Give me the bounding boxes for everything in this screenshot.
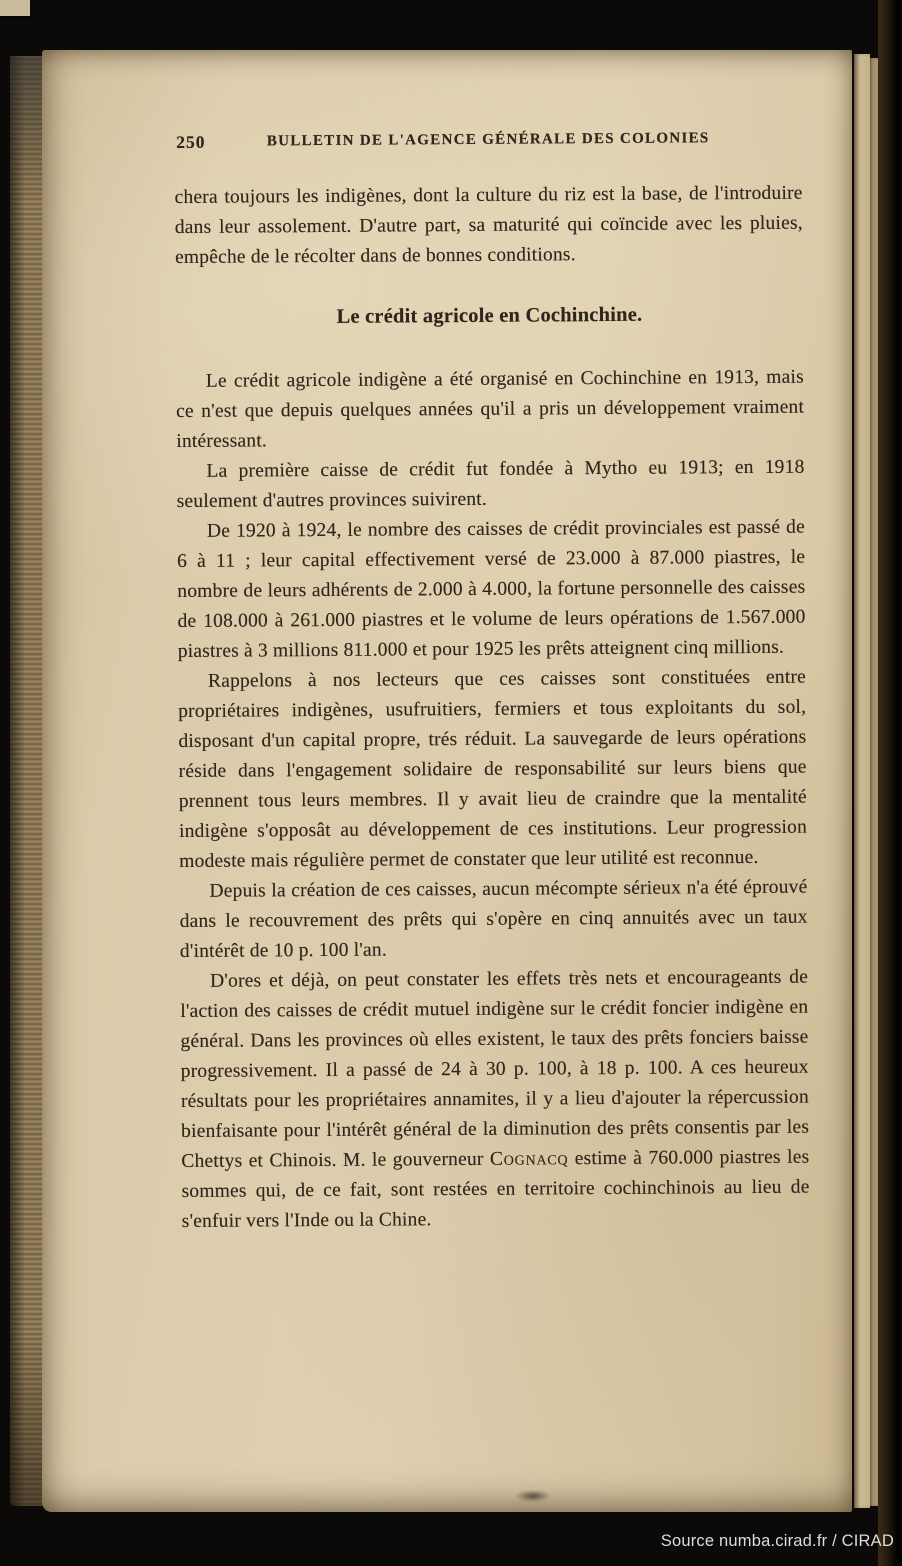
paragraph: Le crédit agricole indigène a été organisé en Cochinchine en 1913, mais ce n'est que depuis quelques années qu'il a pris un développement vraiment intéressant. <box>176 366 805 453</box>
final-paragraph-after: estime à 760.000 piastres les sommes qui, de ce fait, sont restées en territoire cochinchinois au lieu de s'enfuir vers l'Inde ou la Chine. <box>181 1146 810 1232</box>
paragraph: De 1920 à 1924, le nombre des caisses de crédit provinciales est passé de 6 à 11 ; leur capital effectivement versé de 23.000 à 87.000 piastres, le nombre de leurs adhérents de 2.000 à 4.000, la fortune personnelle des caisses de 108.000 à 261.000 piastres et le volume de leurs opérations de 1.567.000 piastres à 3 millions 811.000 et pour 1925 les prêts atteignent cinq millions. <box>177 516 806 663</box>
final-paragraph-before: D'ores et déjà, on peut constater les effets très nets et encourageants de l'action des caisses de crédit mutuel indigène sur le crédit foncier indigène en général. Dans les provinces où elles existent, le taux des prêts fonciers baisse progressivement. Il a passé de 24 à 30 p. 100, à 18 p. 100. A ces heureux résultats pour les propriétaires annamites, il y a lieu d'ajouter la répercussion bienfaisante pour l'intérêt général de la diminution des prêts consentis par les Chettys et Chinois. M. le gouverneur <box>180 966 810 1172</box>
next-page-edge-inner <box>870 58 878 1506</box>
page-corner-scrap <box>0 0 30 16</box>
paragraph-continuation: chera toujours les indigènes, dont la culture du riz est la base, de l'introduire dans leur assolement. D'autre part, sa maturité qui coïncide avec les pluies, empêche de le récolter dans de bonnes conditions. <box>174 182 803 269</box>
section-heading: Le crédit agricole en Cochinchine. <box>336 303 643 328</box>
page-number: 250 <box>176 131 206 152</box>
print-smudge <box>515 1490 551 1502</box>
running-title: BULLETIN DE L'AGENCE GÉNÉRALE DES COLONIES <box>266 130 710 150</box>
running-head <box>174 126 802 153</box>
next-page-edge <box>854 54 870 1508</box>
paragraph: La première caisse de crédit fut fondée à Mytho eu 1913; en 1918 seulement d'autres provinces suivirent. <box>176 456 805 513</box>
page-content <box>174 126 810 1237</box>
person-name: Cognacq <box>489 1148 569 1170</box>
paragraph: Depuis la création de ces caisses, aucun mécompte sérieux n'a été éprouvé dans le recouvrement des prêts qui s'opère en cinq annuités avec un taux d'intérêt de 10 p. 100 l'an. <box>179 876 808 962</box>
paragraph: Rappelons à nos lecteurs que ces caisses sont constituées entre propriétaires indigènes, usufruitiers, fermiers et tous exploitants du sol, disposant d'un capital propre, trés réduit. La sauvegarde de leurs opérations réside dans l'engagement solidaire de responsabilité sur leurs biens que prennent tous leurs membres. Il y avait lieu de craindre que la mentalité indigène s'opposât au développement de ces institutions. Leur progression modeste mais régulière permet de constater que leur utilité est reconnue. <box>178 666 808 872</box>
book-binding <box>878 0 902 1566</box>
book-page-edges <box>10 56 44 1506</box>
source-credit: Source numba.cirad.fr / CIRAD <box>660 1532 894 1550</box>
book-page <box>42 50 852 1512</box>
paragraph-final <box>180 963 810 1237</box>
